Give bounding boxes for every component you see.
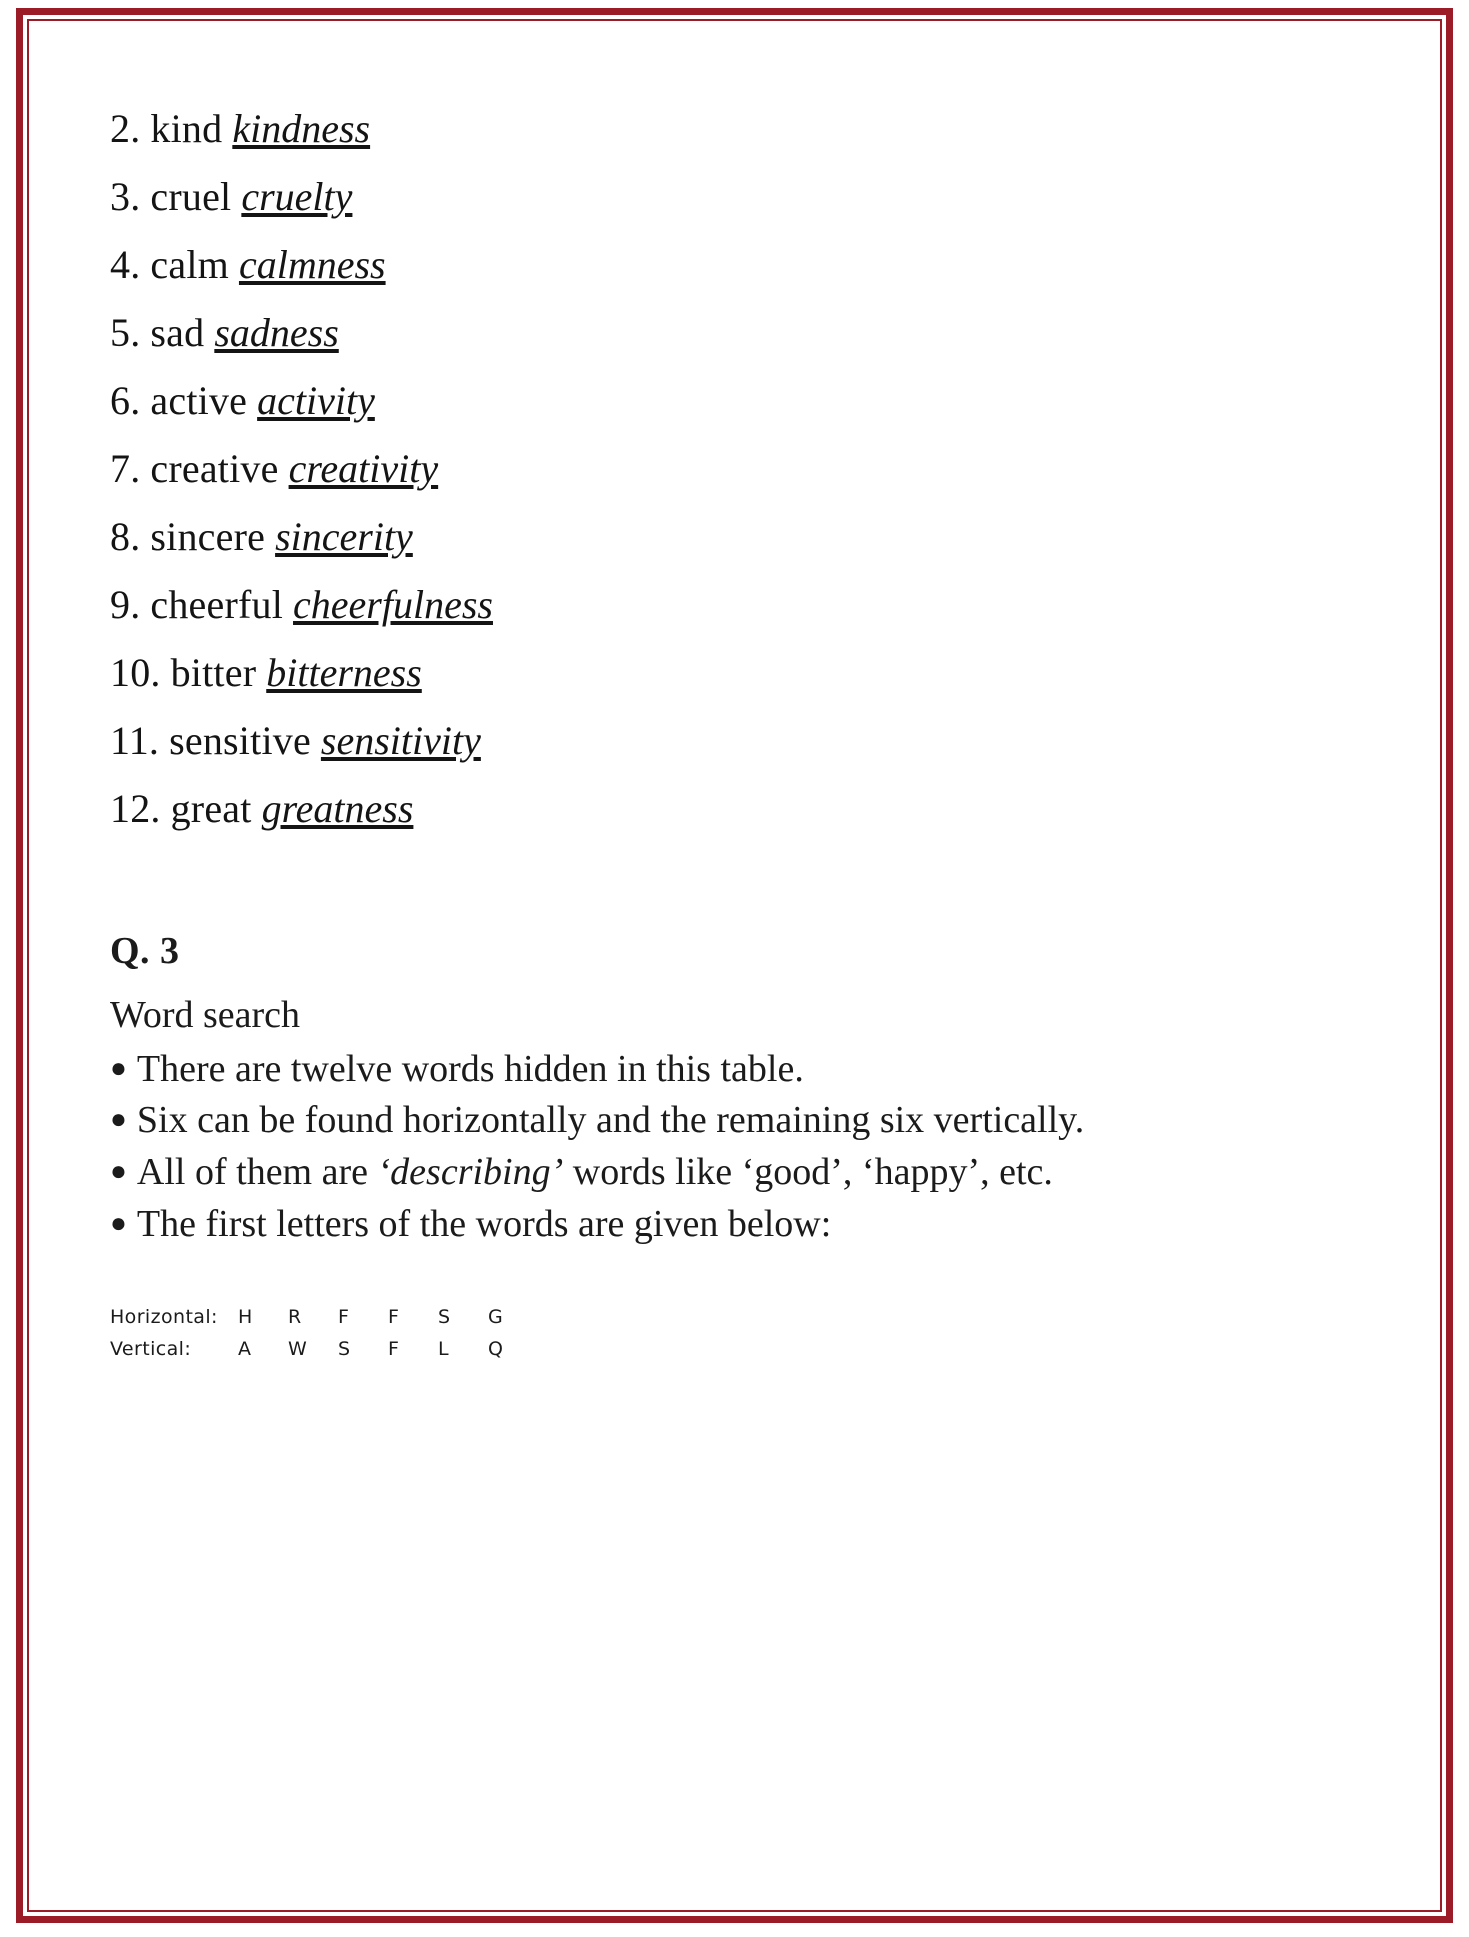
item-number: 11. (110, 718, 160, 763)
item-base-word: sad (150, 310, 205, 355)
vertical-letters-row (110, 1334, 1379, 1365)
horizontal-label: Horizontal: (110, 1306, 218, 1329)
item-base-word: cheerful (150, 582, 284, 627)
instruction-emphasis: ‘describing’ (377, 1150, 564, 1193)
list-item (110, 1199, 1379, 1251)
vertical-letter: A (238, 1337, 252, 1360)
item-base-word: active (150, 378, 248, 423)
item-answer-word: greatness (261, 786, 414, 831)
bullet-icon: ● (110, 1207, 127, 1239)
vertical-letter: S (338, 1337, 351, 1360)
item-base-word: bitter (170, 650, 257, 695)
item-answer-word: cruelty (241, 174, 353, 219)
list-item (110, 1147, 1379, 1199)
list-item (110, 1044, 1379, 1096)
vertical-letter: Q (488, 1337, 504, 1360)
item-base-word: cruel (150, 174, 232, 219)
item-number: 9. (110, 582, 141, 627)
instruction-text: There are twelve words hidden in this table. (136, 1047, 804, 1090)
instruction-text: Six can be found horizontally and the remaining six vertically. (136, 1099, 1085, 1142)
item-answer-word: sincerity (275, 514, 413, 559)
item-base-word: sensitive (169, 718, 311, 763)
list-item (110, 639, 1379, 707)
list-item (110, 1095, 1379, 1147)
page-content (110, 95, 1379, 1897)
vertical-letter: F (388, 1337, 400, 1360)
item-answer-word: bitterness (266, 650, 422, 695)
list-item (110, 775, 1379, 843)
item-base-word: sincere (150, 514, 266, 559)
horizontal-letter: F (388, 1306, 400, 1329)
list-item (110, 231, 1379, 299)
instruction-text-tail: words like ‘good’, ‘happy’, etc. (563, 1150, 1053, 1193)
item-answer-word: cheerfulness (293, 582, 493, 627)
item-number: 2. (110, 106, 141, 151)
item-answer-word: activity (257, 378, 375, 423)
item-number: 4. (110, 242, 141, 287)
vertical-letter: W (288, 1337, 308, 1360)
item-number: 6. (110, 378, 141, 423)
answer-list (110, 95, 1379, 843)
vertical-label: Vertical: (110, 1337, 192, 1360)
list-item (110, 435, 1379, 503)
first-letters-table (110, 1302, 1379, 1365)
horizontal-letters-row (110, 1302, 1379, 1333)
item-base-word: great (170, 786, 252, 831)
bullet-icon: ● (110, 1104, 127, 1136)
item-answer-word: calmness (238, 242, 386, 287)
vertical-letter: L (438, 1337, 449, 1360)
list-item (110, 571, 1379, 639)
horizontal-letter: F (338, 1306, 350, 1329)
list-item (110, 299, 1379, 367)
question-heading: Q. 3 (110, 930, 180, 972)
horizontal-letter: G (488, 1306, 504, 1329)
item-base-word: creative (150, 446, 279, 491)
list-item (110, 503, 1379, 571)
item-number: 8. (110, 514, 141, 559)
item-number: 7. (110, 446, 141, 491)
item-number: 5. (110, 310, 141, 355)
item-base-word: kind (150, 106, 223, 151)
instruction-text: All of them are (136, 1150, 378, 1193)
list-item (110, 367, 1379, 435)
list-item (110, 707, 1379, 775)
item-number: 12. (110, 786, 161, 831)
item-number: 3. (110, 174, 141, 219)
item-base-word: calm (150, 242, 229, 287)
item-answer-word: kindness (232, 106, 371, 151)
instruction-list (110, 1044, 1379, 1251)
item-number: 10. (110, 650, 161, 695)
list-item (110, 95, 1379, 163)
item-answer-word: sensitivity (320, 718, 481, 763)
question-subtitle: Word search (110, 994, 301, 1036)
item-answer-word: sadness (214, 310, 339, 355)
instruction-text: The first letters of the words are given below: (136, 1202, 832, 1245)
bullet-icon: ● (110, 1155, 127, 1187)
bullet-icon: ● (110, 1052, 127, 1084)
horizontal-letter: S (438, 1306, 451, 1329)
list-item (110, 163, 1379, 231)
horizontal-letter: H (238, 1306, 253, 1329)
horizontal-letter: R (288, 1306, 302, 1329)
item-answer-word: creativity (288, 446, 439, 491)
